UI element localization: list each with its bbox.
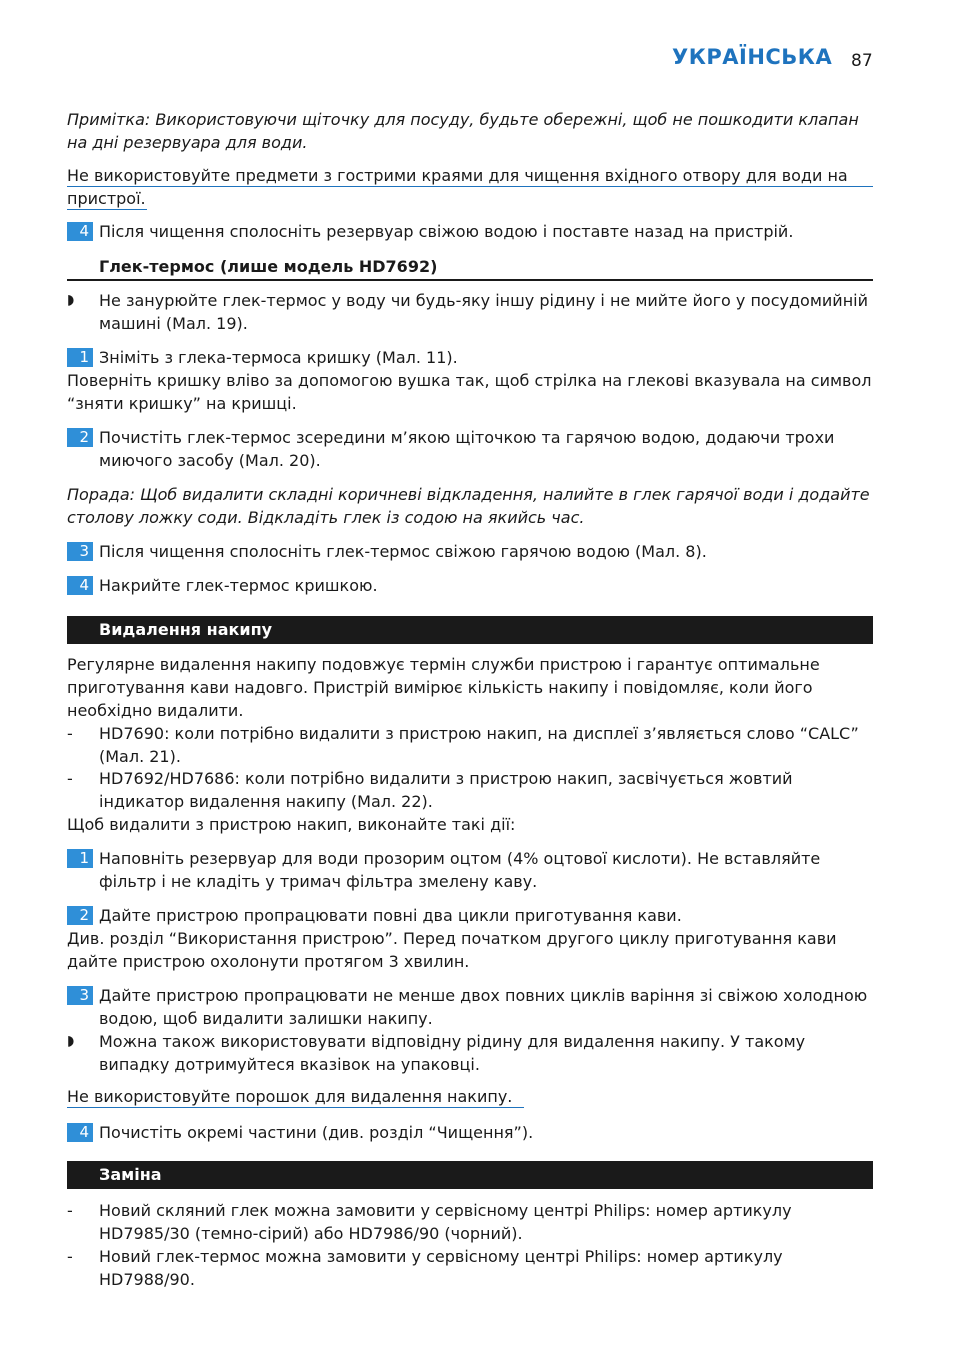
bullet-icon: ◗ (67, 292, 75, 308)
heading-rule (67, 279, 873, 281)
descaling-intro: Регулярне видалення накипу подовжує термін служби пристрою і гарантує оптимальне приготування кави надовго. Пристрій вимірює кількість накипу і повідомляє, коли його необхідно видалити. (67, 655, 820, 720)
warning-powder: Не використовуйте порошок для видалення накипу. (67, 1087, 513, 1106)
step-text: Накрийте глек-термос кришкою. (99, 576, 378, 595)
step-text: Дайте пристрою пропрацювати не менше двох повних циклів варіння зі свіжою холодною водою, щоб видалити залишки накипу. (99, 986, 868, 1028)
step-badge: 4 (67, 1123, 93, 1142)
step-text: Почистіть окремі частини (див. розділ “Чищення”). (99, 1123, 534, 1142)
descaling-lead: Щоб видалити з пристрою накип, виконайте такі дії: (67, 815, 516, 834)
step-text: Після чищення сполосніть глек-термос свіжою гарячою водою (Мал. 8). (99, 542, 707, 561)
step-text: Після чищення сполосніть резервуар свіжою водою і поставте назад на пристрій. (99, 222, 794, 241)
tip-text: Порада: Щоб видалити складні коричневі відкладення, налийте в глек гарячої води і додайте столову ложку соди. Відкладіть глек із содою на якийсь час. (67, 485, 870, 527)
descaling-tip: Можна також використовувати відповідну рідину для видалення накипу. У такому випадку дотримуйтеся вказівок на упаковці. (99, 1032, 806, 1074)
list-item: HD7692/HD7686: коли потрібно видалити з пристрою накип, засвічується жовтий індикатор видалення накипу (Мал. 22). (99, 769, 793, 811)
thermos-heading: Глек-термос (лише модель HD7692) (99, 257, 438, 276)
list-dash: - (67, 1201, 73, 1220)
step-badge: 3 (67, 986, 93, 1005)
list-item: Новий глек-термос можна замовити у сервісному центрі Philips: номер артикулу HD7988/90. (99, 1247, 783, 1289)
step-text: Почистіть глек-термос зсередини м’якою щіточкою та гарячою водою, додаючи трохи миючого засобу (Мал. 20). (99, 428, 835, 470)
section-header-descaling: Видалення накипу (67, 616, 873, 644)
warning-underline (67, 1107, 524, 1108)
step-text: Наповніть резервуар для води прозорим оцтом (4% оцтової кислоти). Не вставляйте фільтр і не кладіть у тримач фільтра змелену каву. (99, 849, 821, 891)
list-dash: - (67, 724, 73, 743)
list-dash: - (67, 1247, 73, 1266)
step-detail: Поверніть кришку вліво за допомогою вушка так, щоб стрілка на глекові вказувала на символ “зняти кришку” на кришці. (67, 371, 872, 413)
page-number: 87 (851, 51, 873, 71)
step-badge: 1 (67, 849, 93, 868)
section-header-replacement: Заміна (67, 1161, 873, 1189)
step-badge: 2 (67, 428, 93, 447)
warning-sharp: Не використовуйте предмети з гострими краями для чищення вхідного отвору для води на пристрої. (67, 166, 848, 208)
step-badge: 2 (67, 906, 93, 925)
language-header: УКРАЇНСЬКА (672, 45, 833, 69)
step-badge: 3 (67, 542, 93, 561)
step-text: Дайте пристрою пропрацювати повні два цикли приготування кави. (99, 906, 682, 925)
step-text: Зніміть з глека-термоса кришку (Мал. 11). (99, 348, 458, 367)
warning-underline (67, 209, 147, 210)
list-item: HD7690: коли потрібно видалити з пристрою накип, на дисплеї з’являється слово “CALC” (Мал. 21). (99, 724, 859, 766)
thermos-warning: Не занурюйте глек-термос у воду чи будь-яку іншу рідину і не мийте його у посудомийній машині (Мал. 19). (99, 291, 869, 333)
list-dash: - (67, 769, 73, 788)
list-item: Новий скляний глек можна замовити у сервісному центрі Philips: номер артикулу HD7985/30 (темно-сірий) або HD7986/90 (чорний). (99, 1201, 792, 1243)
warning-underline (67, 186, 873, 187)
step-detail: Див. розділ “Використання пристрою”. Перед початком другого циклу приготування кави дайте пристрою охолонути протягом 3 хвилин. (67, 929, 837, 971)
step-badge: 4 (67, 222, 93, 241)
bullet-icon: ◗ (67, 1033, 75, 1049)
step-badge: 1 (67, 348, 93, 367)
step-badge: 4 (67, 576, 93, 595)
note-brush: Примітка: Використовуючи щіточку для посуду, будьте обережні, щоб не пошкодити клапан на дні резервуара для води. (67, 110, 859, 152)
